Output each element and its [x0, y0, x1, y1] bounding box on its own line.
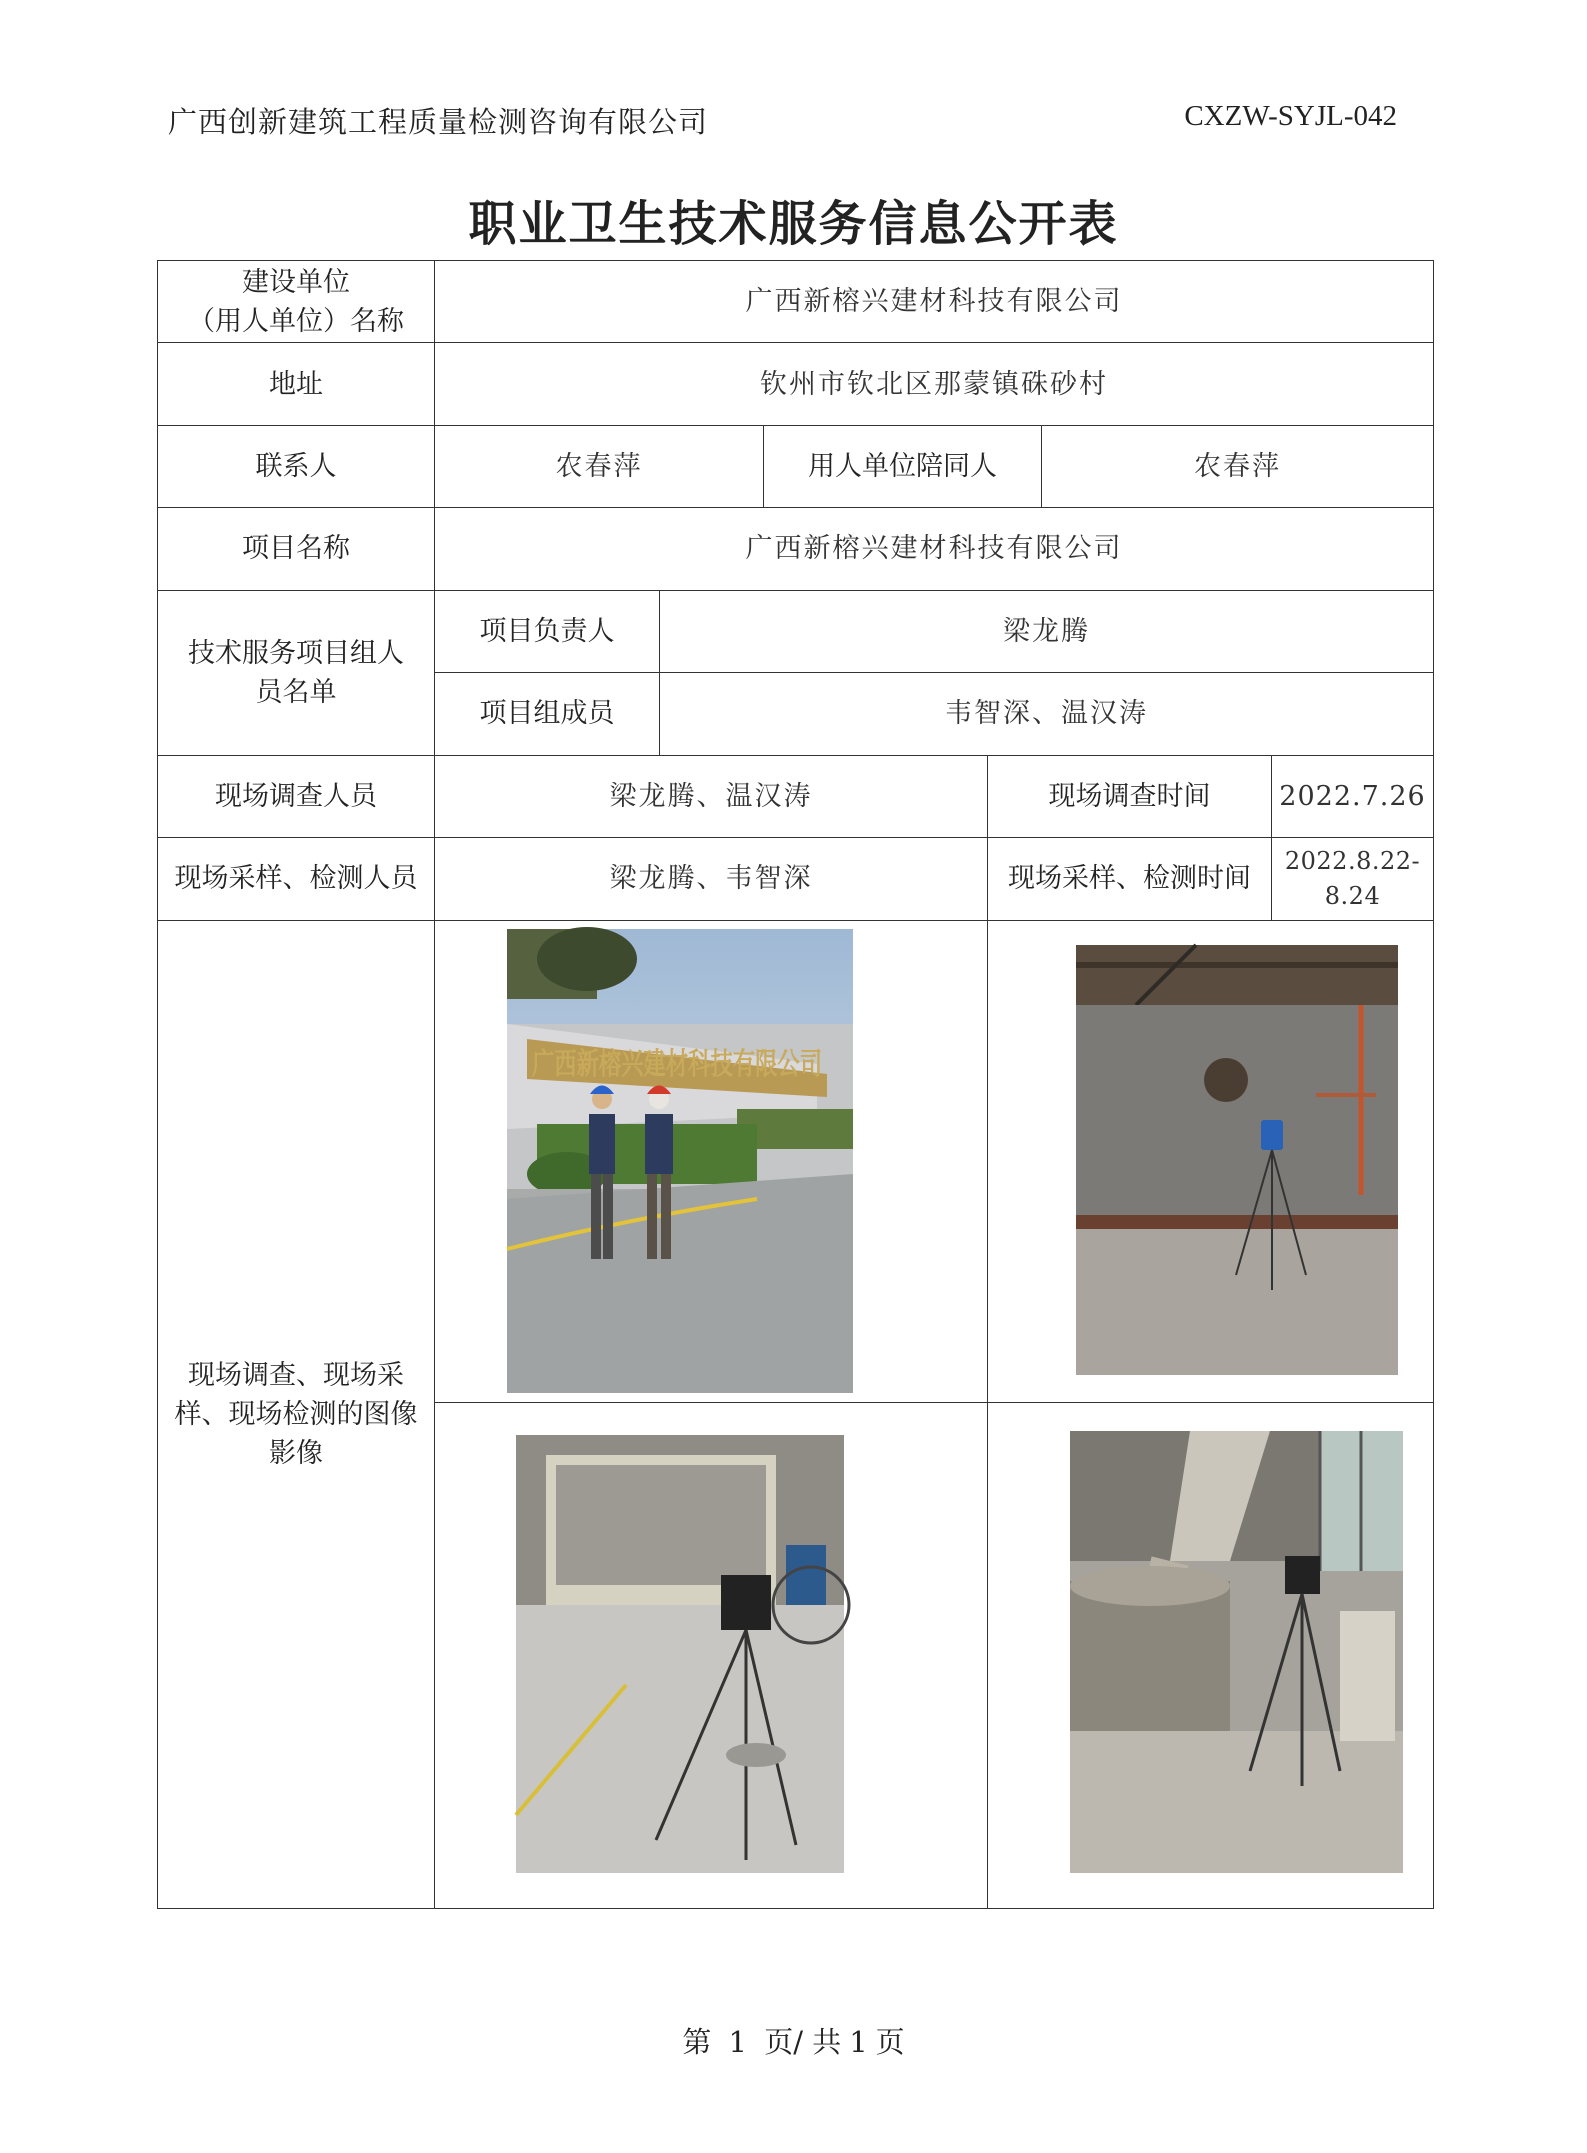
footer-page: 1 — [728, 2025, 747, 2059]
page-footer — [0, 2020, 1587, 2061]
sampling-staff-label: 现场采样、检测人员 — [158, 838, 435, 920]
escort-label: 用人单位陪同人 — [764, 425, 1042, 507]
contact-label: 联系人 — [158, 425, 435, 507]
row-address — [158, 343, 1434, 425]
row-survey — [158, 755, 1434, 837]
unit-label: 建设单位 （用人单位）名称 — [158, 261, 435, 343]
escort-value: 农春萍 — [1042, 425, 1434, 507]
row-images-1 — [158, 920, 1434, 1403]
photo-sampler-mill — [1070, 1431, 1403, 1873]
sampler-mill-photo-svg — [1070, 1431, 1403, 1873]
entrance-photo-svg — [507, 929, 853, 1393]
footer-prefix: 第 — [682, 2025, 712, 2059]
members-value: 韦智深、温汉涛 — [660, 673, 1434, 755]
document-code: CXZW-SYJL-042 — [1184, 100, 1397, 132]
team-label: 技术服务项目组人员名单 — [158, 590, 435, 755]
company-name: 广西创新建筑工程质量检测咨询有限公司 — [168, 105, 709, 139]
photo-cell-4 — [988, 1403, 1434, 1909]
survey-time-label: 现场调查时间 — [988, 755, 1272, 837]
row-project — [158, 508, 1434, 590]
row-leader — [158, 590, 1434, 672]
sampling-time-label: 现场采样、检测时间 — [988, 838, 1272, 920]
sampler-wall-photo-svg — [1076, 945, 1398, 1375]
sampling-staff-value: 梁龙腾、韦智深 — [435, 838, 988, 920]
footer-mid: 页/ 共 — [764, 2025, 842, 2059]
contact-value: 农春萍 — [435, 425, 764, 507]
survey-staff-value: 梁龙腾、温汉涛 — [435, 755, 988, 837]
sampling-time-value: 2022.8.22-8.24 — [1272, 838, 1434, 920]
photo-cell-2 — [988, 920, 1434, 1403]
address-value: 钦州市钦北区那蒙镇硃砂村 — [435, 343, 1434, 425]
survey-time-value: 2022.7.26 — [1272, 755, 1434, 837]
sampler-factory-photo-svg — [516, 1435, 844, 1873]
leader-label: 项目负责人 — [435, 590, 660, 672]
images-label: 现场调查、现场采样、现场检测的图像影像 — [158, 920, 435, 1909]
address-label: 地址 — [158, 343, 435, 425]
photo-entrance-sign — [507, 929, 853, 1393]
row-contact — [158, 425, 1434, 507]
unit-value: 广西新榕兴建材科技有限公司 — [435, 261, 1434, 343]
row-unit — [158, 261, 1434, 343]
sign-text: 广西新榕兴建材科技有限公司 — [532, 1046, 822, 1082]
footer-suffix: 页 — [875, 2025, 905, 2059]
photo-sampler-factory — [516, 1435, 844, 1873]
project-value: 广西新榕兴建材科技有限公司 — [435, 508, 1434, 590]
photo-cell-1 — [435, 920, 988, 1403]
survey-staff-label: 现场调查人员 — [158, 755, 435, 837]
members-label: 项目组成员 — [435, 673, 660, 755]
row-sampling — [158, 838, 1434, 920]
photo-sampler-wall — [1076, 945, 1398, 1375]
leader-value: 梁龙腾 — [660, 590, 1434, 672]
photo-cell-3 — [435, 1403, 988, 1909]
info-table — [157, 260, 1434, 1909]
footer-total: 1 — [849, 2025, 868, 2059]
page-title: 职业卫生技术服务信息公开表 — [468, 196, 1119, 252]
project-label: 项目名称 — [158, 508, 435, 590]
